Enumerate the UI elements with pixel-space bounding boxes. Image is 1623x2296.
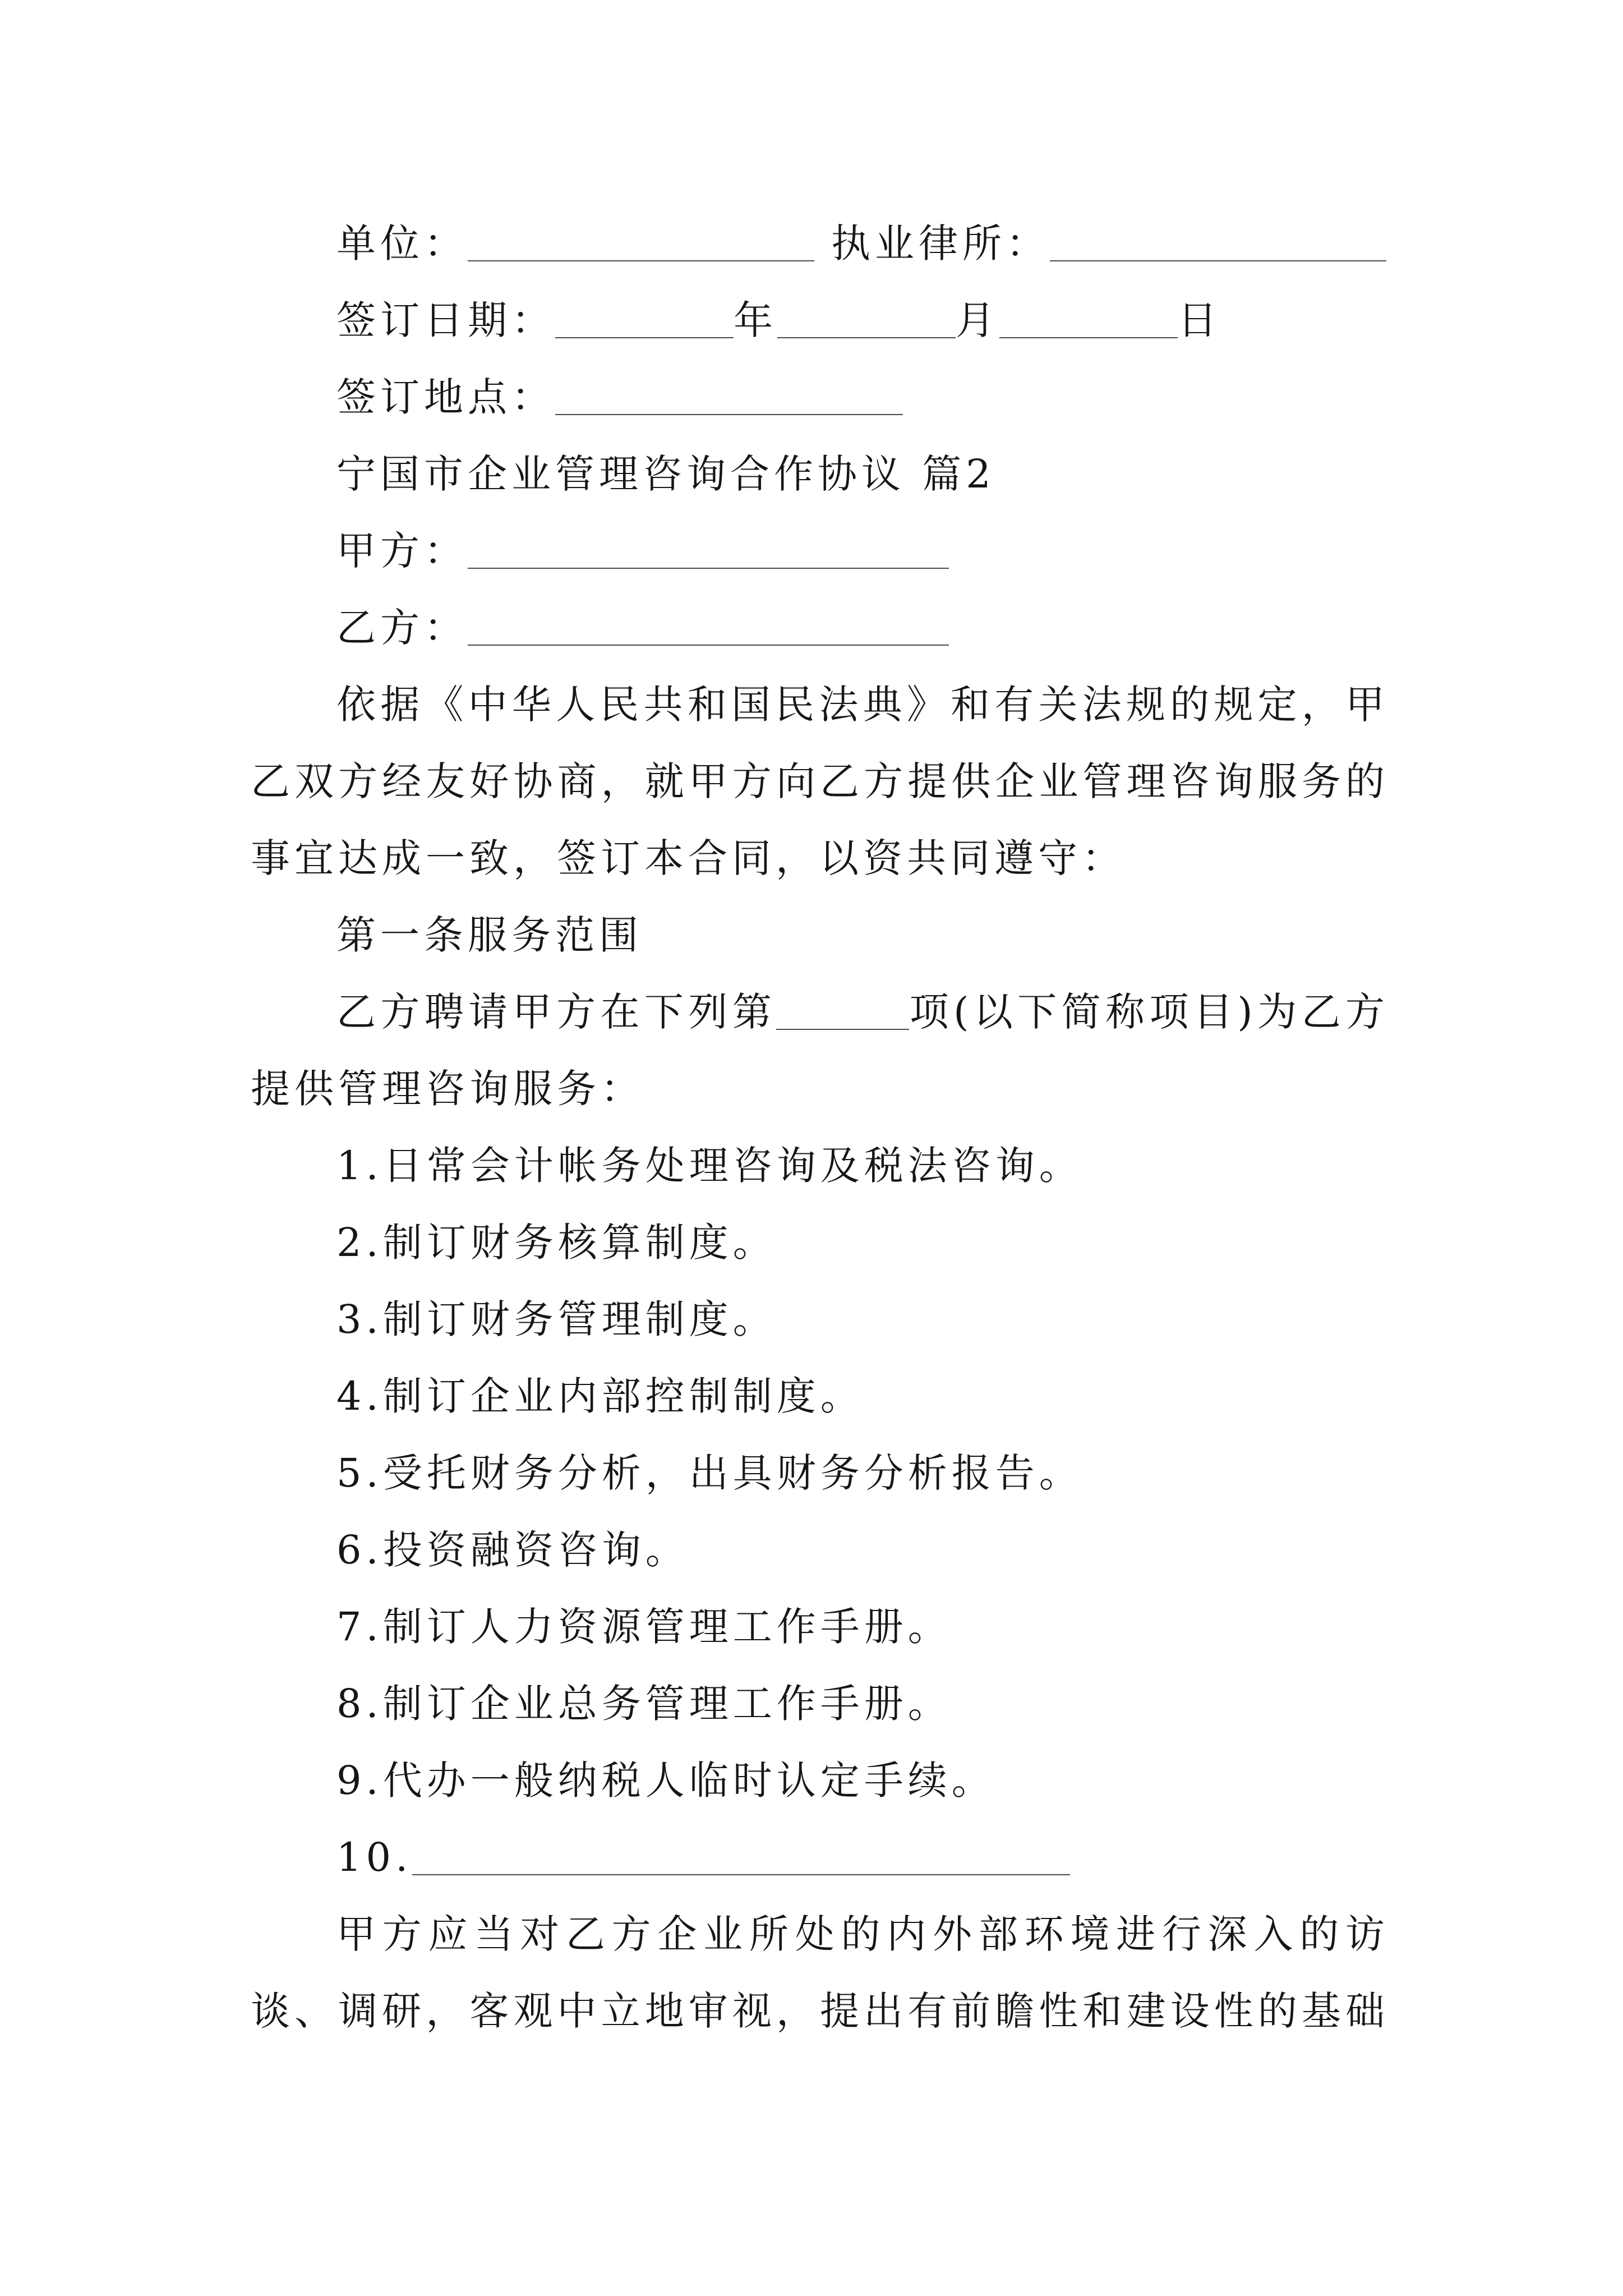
list-item: 8.制订企业总务管理工作手册。 (336, 1681, 952, 1727)
list-item: 5.受托财务分析，出具财务分析报告。 (336, 1450, 1083, 1496)
list-item: 3.制订财务管理制度。 (336, 1296, 777, 1342)
party-b-label: 乙方： (336, 605, 468, 651)
party-b-blank (468, 611, 949, 646)
day-label: 日 (1178, 297, 1221, 343)
list-item: 6.投资融资咨询。 (336, 1527, 689, 1573)
list-item: 1.日常会计帐务处理咨询及税法咨询。 (336, 1143, 1083, 1189)
scope-intro-before-blank: 乙方聘请甲方在下列第 (336, 989, 777, 1035)
month-label: 月 (956, 297, 999, 343)
day-blank (999, 303, 1178, 338)
signature-unit-line (251, 205, 1389, 282)
item-10-number: 10. (336, 1834, 413, 1880)
sign-place-label: 签订地点： (336, 374, 555, 420)
obligation-line-1: 甲方应当对乙方企业所处的内外部环境进行深入的访 (336, 1911, 1389, 1957)
document-body (251, 205, 1389, 2050)
unit-blank (468, 227, 814, 261)
item-number-blank (776, 995, 909, 1030)
scope-intro-line-1 (251, 974, 1389, 1051)
item-10-blank (412, 1841, 1070, 1875)
preamble-line-1: 依据《中华人民共和国民法典》和有关法规的规定，甲 (336, 682, 1389, 728)
list-item: 7.制订人力资源管理工作手册。 (336, 1604, 952, 1650)
preamble-line-3: 事宜达成一致，签订本合同，以资共同遵守： (251, 835, 1126, 881)
law-firm-blank (1050, 227, 1386, 261)
preamble-line-2: 乙双方经友好协商，就甲方向乙方提供企业管理咨询服务的 (251, 758, 1389, 804)
agreement-title: 宁国市企业管理咨询合作协议 篇2 (336, 451, 995, 497)
party-a-blank (468, 534, 949, 569)
year-label: 年 (734, 297, 777, 343)
obligation-line-2: 谈、调研，客观中立地审视，提出有前瞻性和建设性的基础 (251, 1988, 1389, 2034)
signature-date-line (251, 282, 1389, 359)
law-firm-label: 执业律所： (831, 220, 1050, 266)
article-1-title: 第一条服务范围 (336, 912, 643, 958)
list-item: 4.制订企业内部控制制度。 (336, 1373, 864, 1419)
sign-date-label: 签订日期： (336, 297, 555, 343)
month-blank (777, 303, 956, 338)
sign-place-blank (555, 380, 903, 415)
party-a-line (251, 513, 1389, 590)
scope-intro-line-2: 提供管理咨询服务： (251, 1066, 644, 1112)
unit-label: 单位： (336, 220, 468, 266)
party-b-line (251, 590, 1389, 666)
signature-place-line (251, 359, 1389, 436)
party-a-label: 甲方： (336, 528, 468, 574)
list-item: 9.代办一般纳税人临时认定手续。 (336, 1757, 995, 1803)
year-blank (555, 303, 734, 338)
list-item-10 (251, 1819, 1389, 1896)
scope-intro-after-blank: 项(以下简称项目)为乙方 (909, 989, 1389, 1035)
list-item: 2.制订财务核算制度。 (336, 1220, 777, 1266)
